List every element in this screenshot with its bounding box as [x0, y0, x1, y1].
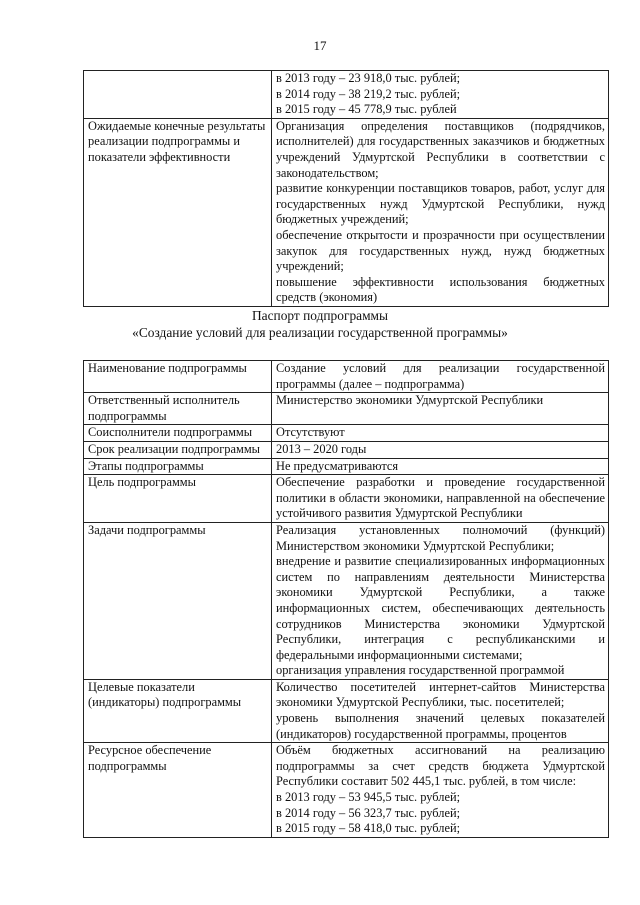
row-value	[272, 425, 609, 442]
table-row	[84, 361, 609, 393]
row-value	[272, 679, 609, 742]
row-value	[272, 441, 609, 458]
paragraph: Организация определения поставщиков (подрядчиков, исполнителей) для государственных заказчиков и бюджетных учреждений Удмуртской Республики в соответствии с законодательством;	[276, 118, 605, 180]
row-label: Целевые показатели (индикаторы) подпрограммы	[84, 679, 272, 742]
row-label: Ресурсное обеспечение подпрограммы	[84, 743, 272, 838]
table-row	[84, 71, 609, 119]
row-label: Цель подпрограммы	[84, 475, 272, 523]
table-row	[84, 458, 609, 475]
row-value	[272, 118, 609, 306]
table-row	[84, 522, 609, 679]
paragraph: Объём бюджетных ассигнований на реализацию подпрограммы за счет средств бюджета Удмуртской Республики составит 502 445,1 тыс. рублей, в том числе:	[276, 743, 605, 789]
table-row	[84, 441, 609, 458]
paragraph: Не предусматриваются	[276, 458, 399, 473]
paragraph: Обеспечение разработки и проведение государственной политики в области экономики, направленной на обеспечение устойчивого развития Удмуртской Республики	[276, 475, 605, 521]
row-label: Соисполнители подпрограммы	[84, 425, 272, 442]
row-value	[272, 522, 609, 679]
funding-line: в 2014 году – 56 323,7 тыс. рублей;	[276, 805, 461, 820]
section-heading	[0, 307, 640, 341]
paragraph: обеспечение открытости и прозрачности при осуществлении закупок для государственных нужд, нужд бюджетных учреждений;	[276, 227, 605, 274]
row-value	[272, 361, 609, 393]
results-table	[83, 70, 609, 307]
table-row	[84, 475, 609, 523]
paragraph: уровень выполнения значений целевых показателей (индикаторов) государственной программы, процентов	[276, 711, 605, 741]
row-value	[272, 475, 609, 523]
paragraph: Министерство экономики Удмуртской Республики	[276, 393, 544, 408]
row-label: Этапы подпрограммы	[84, 458, 272, 475]
paragraph: внедрение и развитие специализированных информационных систем по направлениям деятельности Министерства экономики Удмуртской Республики, а также информационных систем, обеспечивающих деятельность сотрудников Министерства экономики Удмуртской Республики, интеграция с республиканскими и федеральными информационными системами;	[276, 554, 605, 662]
row-value	[272, 393, 609, 425]
funding-line: в 2015 году – 58 418,0 тыс. рублей;	[276, 821, 461, 836]
row-label: Ожидаемые конечные результаты реализации подпрограммы и показатели эффективности	[84, 118, 272, 306]
row-value	[272, 743, 609, 838]
table-row	[84, 118, 609, 306]
table-row	[84, 743, 609, 838]
row-value	[272, 71, 609, 119]
row-label	[84, 71, 272, 119]
paragraph: Создание условий для реализации государственной программы (далее – подпрограмма)	[276, 361, 605, 391]
paragraph: 2013 – 2020 годы	[276, 441, 367, 456]
table-row	[84, 679, 609, 742]
row-label: Задачи подпрограммы	[84, 522, 272, 679]
paragraph: организация управления государственной программой	[276, 663, 565, 678]
row-value	[272, 458, 609, 475]
passport-table	[83, 360, 609, 838]
paragraph: Отсутствуют	[276, 425, 345, 440]
paragraph: Реализация установленных полномочий (функций) Министерством экономики Удмуртской Республики;	[276, 522, 605, 553]
funding-line: в 2015 году – 45 778,9 тыс. рублей	[276, 102, 457, 117]
funding-line: в 2014 году – 38 219,2 тыс. рублей;	[276, 86, 461, 101]
paragraph: повышение эффективности использования бюджетных средств (экономия)	[276, 274, 605, 305]
funding-line: в 2013 году – 23 918,0 тыс. рублей;	[276, 71, 461, 85]
table-row	[84, 393, 609, 425]
funding-line: в 2013 году – 53 945,5 тыс. рублей;	[276, 790, 461, 805]
row-label: Наименование подпрограммы	[84, 361, 272, 393]
row-label: Ответственный исполнитель подпрограммы	[84, 393, 272, 425]
page-number: 17	[313, 38, 327, 53]
paragraph: развитие конкуренции поставщиков товаров, работ, услуг для государственных нужд Удмуртской Республики, нужд бюджетных учреждений;	[276, 181, 605, 227]
paragraph: Количество посетителей интернет-сайтов Министерства экономики Удмуртской Республики, тыс. посетителей;	[276, 679, 605, 710]
heading-line-1: Паспорт подпрограммы	[251, 308, 389, 323]
row-label: Срок реализации подпрограммы	[84, 441, 272, 458]
heading-line-2: «Создание условий для реализации государственной программы»	[132, 325, 508, 340]
table-row	[84, 425, 609, 442]
